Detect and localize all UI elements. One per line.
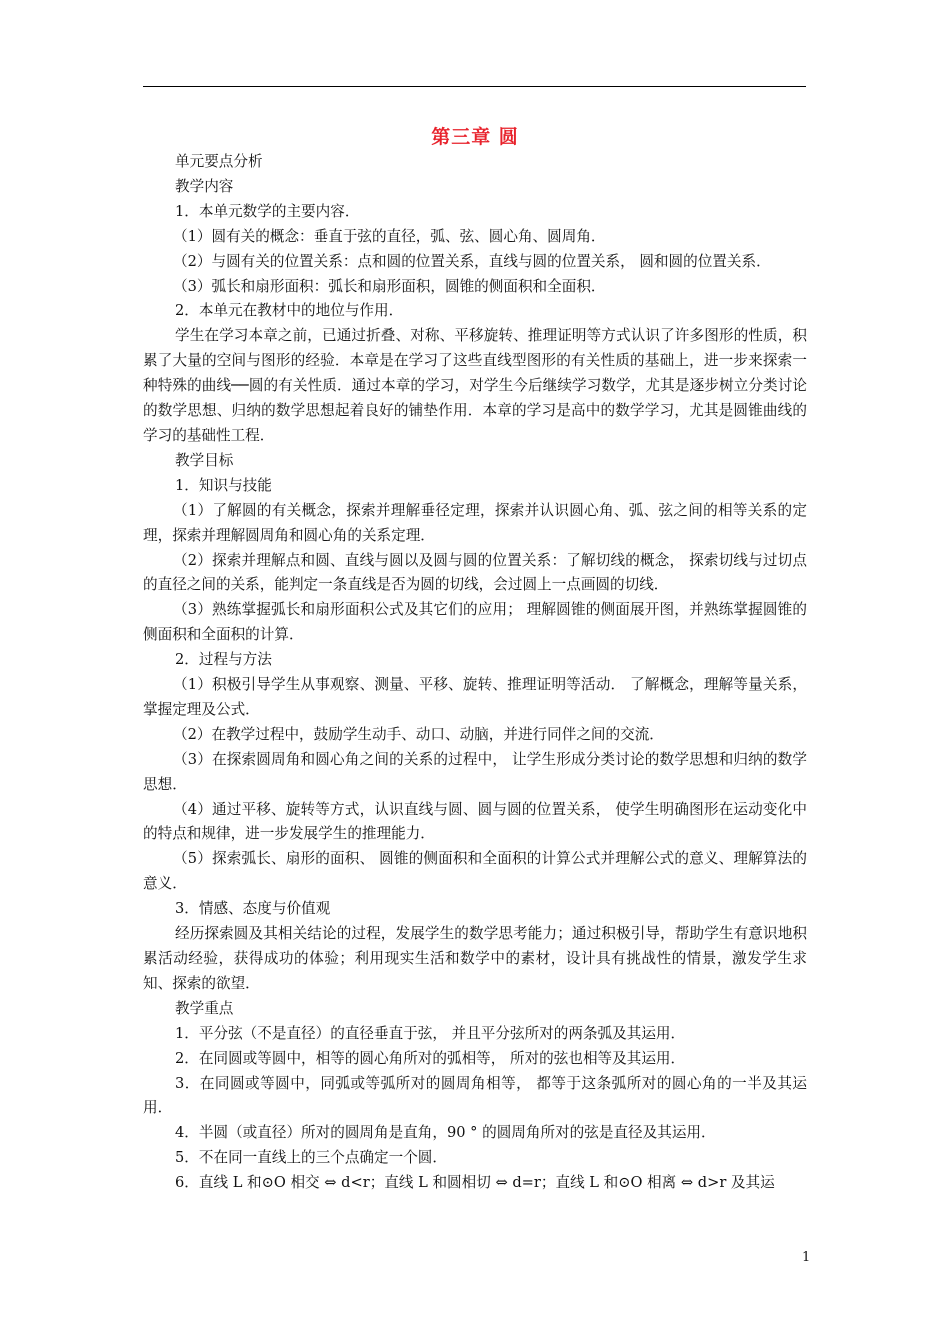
paragraph: （4）通过平移、旋转等方式，认识直线与圆、圆与圆的位置关系， 使学生明确图形在运动变化中的特点和规律，进一步发展学生的推理能力． bbox=[143, 800, 807, 843]
paragraph: 5．不在同一直线上的三个点确定一个圆． bbox=[175, 1149, 447, 1167]
paragraph: （1）积极引导学生从事观察、测量、平移、旋转、推理证明等活动． 了解概念，理解等量关系，掌握定理及公式． bbox=[143, 676, 807, 718]
header-rule bbox=[143, 86, 806, 87]
paragraph: （3）熟练掌握弧长和扇形面积公式及其它们的应用； 理解圆锥的侧面展开图，并熟练掌握圆锥的侧面积和全面积的计算． bbox=[143, 601, 807, 644]
paragraph: 6．直线 L 和⊙O 相交 ⇔ d<r；直线 L 和圆相切 ⇔ d=r；直线 L 和⊙O 相离 ⇔ d>r 及其运 bbox=[175, 1174, 775, 1192]
section-heading: 教学重点 bbox=[175, 999, 234, 1017]
paragraph: （2）在教学过程中，鼓励学生动手、动口、动脑，并进行同伴之间的交流． bbox=[173, 725, 664, 743]
paragraph: 1．本单元数学的主要内容． bbox=[175, 202, 360, 220]
section-heading: 教学目标 bbox=[175, 451, 234, 469]
paragraph: 1．平分弦（不是直径）的直径垂直于弦， 并且平分弦所对的两条弧及其运用． bbox=[175, 1024, 686, 1042]
paragraph: （3）弧长和扇形面积：弧长和扇形面积，圆锥的侧面积和全面积． bbox=[173, 277, 606, 295]
paragraph: （1）圆有关的概念：垂直于弦的直径，弧、弦、圆心角、圆周角． bbox=[173, 227, 606, 245]
paragraph: 经历探索圆及其相关结论的过程，发展学生的数学思考能力；通过积极引导，帮助学生有意识地积累活动经验，获得成功的体验；利用现实生活和数学中的素材，设计具有挑战性的情景，激发学生求知、探索的欲望． bbox=[143, 925, 807, 992]
paragraph: （2）探索并理解点和圆、直线与圆以及圆与圆的位置关系：了解切线的概念， 探索切线与过切点的直径之间的关系，能判定一条直线是否为圆的切线，会过圆上一点画圆的切线． bbox=[143, 551, 807, 594]
paragraph: （1）了解圆的有关概念，探索并理解垂径定理，探索并认识圆心角、弧、弦之间的相等关系的定理，探索并理解圆周角和圆心角的关系定理． bbox=[143, 501, 807, 544]
document-body bbox=[143, 150, 807, 1196]
paragraph: 2．本单元在教材中的地位与作用． bbox=[175, 302, 404, 320]
section-heading: 教学内容 bbox=[175, 177, 234, 195]
chapter-title: 第三章 圆 bbox=[431, 126, 519, 148]
paragraph: （5）探索弧长、扇形的面积、 圆锥的侧面积和全面积的计算公式并理解公式的意义、理解算法的意义． bbox=[143, 850, 807, 893]
paragraph: 3．情感、态度与价值观 bbox=[175, 900, 331, 918]
paragraph: 3．在同圆或等圆中，同弧或等弧所对的圆周角相等， 都等于这条弧所对的圆心角的一半及其运用． bbox=[143, 1074, 807, 1117]
paragraph: （3）在探索圆周角和圆心角之间的关系的过程中， 让学生形成分类讨论的数学思想和归纳的数学思想． bbox=[143, 750, 807, 793]
paragraph: 1．知识与技能 bbox=[175, 476, 272, 494]
paragraph: 学生在学习本章之前，已通过折叠、对称、平移旋转、推理证明等方式认识了许多图形的性质，积累了大量的空间与图形的经验．本章是在学习了这些直线型图形的有关性质的基础上，进一步来探索一种特殊的曲线──圆的有关性质．通过本章的学习，对学生今后继续学习数学，尤其是逐步树立分类讨论的数学思想、归纳的数学思想起着良好的铺垫作用．本章的学习是高中的数学学习，尤其是圆锥曲线的学习的基础性工程． bbox=[143, 327, 807, 444]
section-heading: 单元要点分析 bbox=[175, 153, 263, 170]
paragraph: 4．半圆（或直径）所对的圆周角是直角，90 ° 的圆周角所对的弦是直径及其运用． bbox=[175, 1124, 716, 1142]
paragraph: 2．过程与方法 bbox=[175, 651, 272, 669]
paragraph: （2）与圆有关的位置关系：点和圆的位置关系，直线与圆的位置关系， 圆和圆的位置关系． bbox=[173, 252, 771, 270]
paragraph: 2．在同圆或等圆中，相等的圆心角所对的弧相等， 所对的弦也相等及其运用． bbox=[175, 1049, 686, 1067]
page-number: 1 bbox=[802, 1250, 811, 1265]
